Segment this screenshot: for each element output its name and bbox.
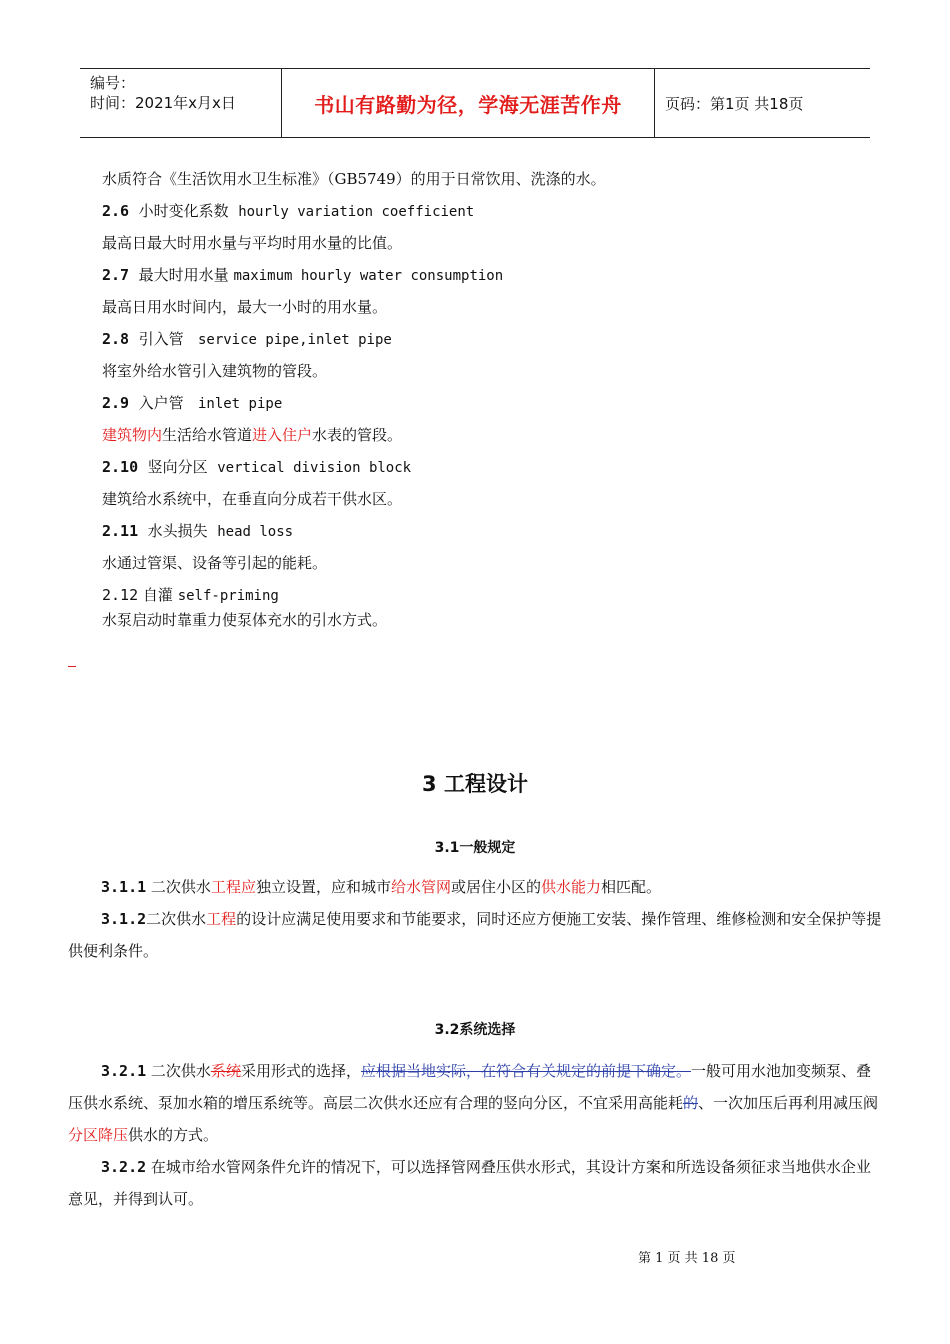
- clause-3-1-1: [68, 871, 883, 903]
- term-2-7: [102, 264, 503, 285]
- section-title-3-2: 3.2系统选择: [434, 1022, 516, 1038]
- revised-text: 进入住户: [252, 426, 313, 444]
- clause-number: 3.1.1: [101, 878, 147, 896]
- clause-text: 在城市给水管网条件允许的情况下，可以选择管网叠压供水形式，其设计方案和所选设备须征求当地供水企业意见，并得到认可。: [68, 1158, 871, 1208]
- clause-number: 3.2.2: [101, 1158, 147, 1176]
- term-en: inlet pipe: [197, 396, 283, 412]
- term-cn: 小时变化系数: [138, 202, 229, 220]
- term-2-11: [102, 520, 293, 541]
- header-meta: [80, 69, 282, 137]
- term-cn: 竖向分区: [147, 458, 208, 476]
- revised-text: 工程应: [210, 878, 256, 896]
- term-number: 2.8: [102, 330, 130, 348]
- clause-number: 3.1.2: [101, 910, 147, 928]
- term-2-8: [102, 328, 392, 349]
- term-definition: 最高日最大时用水量与平均时用水量的比值。: [102, 234, 403, 252]
- clause-text: 一般可用水池加变频泵、叠压供水系统、泵加水箱的增压系统等。高层二次供水还应有合理的竖向分区，不宜采用高能耗: [68, 1062, 871, 1112]
- revised-text: 建筑物内: [102, 426, 163, 444]
- chapter-title: 3 工程设计: [422, 772, 528, 796]
- term-definition: 最高日用水时间内，最大一小时的用水量。: [102, 298, 388, 316]
- term-cn: 水头损失: [147, 522, 208, 540]
- clause-3-2-2: [68, 1151, 883, 1215]
- header-motto: 书山有路勤为径，学海无涯苦作舟: [314, 92, 622, 117]
- terms-intro: 水质符合《生活饮用水卫生标准》（GB5749）的用于日常饮用、洗涤的水。: [102, 170, 606, 188]
- clause-3-1-2: [68, 903, 883, 967]
- term-en: service pipe,inlet pipe: [197, 332, 392, 348]
- header-motto-cell: [282, 69, 655, 137]
- clause-text: 二次供水: [146, 878, 211, 896]
- term-en: maximum hourly water consumption: [233, 268, 504, 284]
- term-cn: 引入管: [138, 330, 184, 348]
- clause-text: 二次供水: [146, 1062, 211, 1080]
- term-2-9: [102, 392, 282, 413]
- clause-text: 的设计应满足使用要求和节能要求，同时还应方便施工安装、操作管理、维修检测和安全保护等提供便利条件。: [68, 910, 882, 960]
- term-en: head loss: [217, 524, 294, 540]
- clause-3-2-1: [68, 1055, 883, 1151]
- deleted-text: 系统: [210, 1062, 241, 1080]
- clause-text: 、一次加压后再利用减压阀: [698, 1094, 879, 1112]
- clause-text: 相匹配。: [601, 878, 662, 896]
- term-en: self-priming: [177, 588, 279, 604]
- term-definition: 将室外给水管引入建筑物的管段。: [102, 362, 328, 380]
- clause-text: 供水的方式。: [128, 1126, 219, 1144]
- term-definition: 建筑给水系统中，在垂直向分成若干供水区。: [102, 490, 403, 508]
- term-number: 2.7: [102, 266, 130, 284]
- clause-number: 3.2.1: [101, 1062, 147, 1080]
- clause-text: 二次供水: [146, 910, 207, 928]
- page-footer: 第 1 页 共 18 页: [638, 1251, 736, 1266]
- section-title-3-1: 3.1一般规定: [434, 840, 516, 856]
- clause-text: 采用形式的选择，: [240, 1062, 361, 1080]
- deleted-text: 的: [683, 1094, 699, 1112]
- term-cn: 自灌: [142, 586, 173, 604]
- term-cn: 最大时用水量: [138, 266, 229, 284]
- time-label: 时间：2021年x月x日: [90, 94, 236, 112]
- term-number: 2.10: [102, 458, 139, 476]
- revised-text: 工程: [206, 910, 237, 928]
- term-cn: 入户管: [138, 394, 184, 412]
- term-2-10: [102, 456, 411, 477]
- term-number: 2.9: [102, 394, 130, 412]
- definition-text: 生活给水管道: [162, 426, 253, 444]
- revised-text: 分区降压: [68, 1126, 129, 1144]
- term-en: hourly variation coefficient: [238, 204, 475, 220]
- clause-text: 或居住小区的: [450, 878, 541, 896]
- term-number: 2.11: [102, 522, 139, 540]
- header-page-info: 页码：第1页 共18页: [665, 94, 804, 113]
- revision-marker: [68, 666, 76, 667]
- revised-text: 供水能力: [541, 878, 602, 896]
- term-number: 2.12: [102, 586, 139, 604]
- term-2-12: [102, 584, 279, 605]
- term-en: vertical division block: [217, 460, 412, 476]
- definition-text: 水表的管段。: [312, 426, 403, 444]
- number-label: 编号：: [90, 74, 136, 92]
- term-2-6: [102, 200, 474, 221]
- term-definition: 水泵启动时靠重力使泵体充水的引水方式。: [102, 611, 388, 629]
- term-definition: 水通过管渠、设备等引起的能耗。: [102, 554, 328, 572]
- term-number: 2.6: [102, 202, 130, 220]
- document-header: [80, 68, 870, 138]
- term-definition: [102, 424, 402, 445]
- deleted-text: 应根据当地实际，在符合有关规定的前提下确定。: [360, 1062, 691, 1080]
- clause-text: 独立设置，应和城市: [255, 878, 391, 896]
- revised-text: 给水管网: [390, 878, 451, 896]
